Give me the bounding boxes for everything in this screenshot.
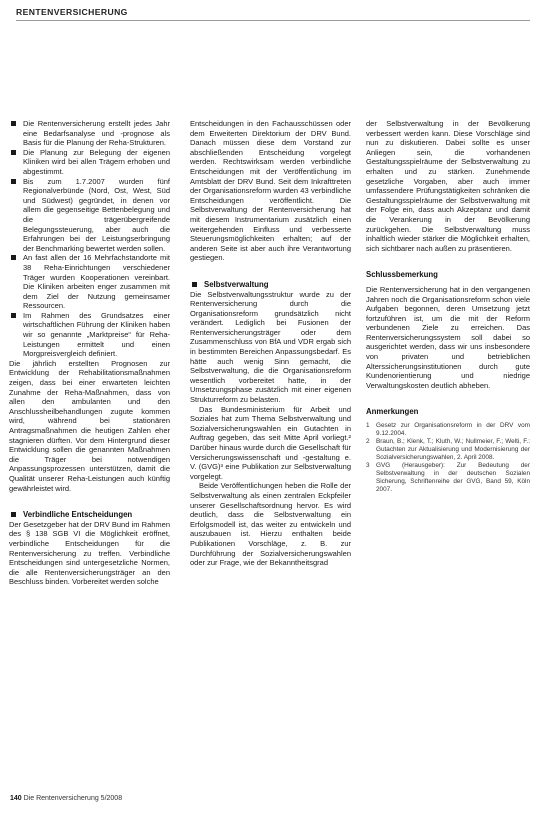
bullet-item: Im Rahmen des Grundsatzes einer wirtschaftlichen Führung der Kliniken haben wir so genannte „Marktpreise“ für Reha-Leistungen ermittelt und einen Morgpreisvergleich definiert.	[9, 311, 170, 359]
footnote-item: 2 Braun, B.; Klenk, T.; Kluth, W.; Nullmeier, F.; Welti, F.: Gutachten zur Aktualisierung und Modernisierung der Sozialversicherungswahlen, 2. April 2008.	[366, 438, 530, 462]
bullet-square-icon	[11, 179, 16, 184]
bullet-square-icon	[11, 121, 16, 126]
bullet-square-icon	[11, 150, 16, 155]
bullet-item: Bis zum 1.7.2007 wurden fünf Regionalverbünde (Nord, Ost, West, Süd und Südwest) gegründet, in denen vor allem die gegenseitige Bettenbelegung und die trägerübergreifende Belegungssteuerung, aber auch die Erfahrungen bei der Leistungserbringung der Benchmarking bewertet werden sollen.	[9, 177, 170, 254]
bullet-square-icon	[11, 313, 16, 318]
closing-heading: Schlussbemerkung	[366, 270, 438, 280]
body-paragraph: Das Bundesministerium für Arbeit und Soziales hat zum Thema Selbstverwaltung und Sozialversicherungswahlen ein Gutachten in Auftrag gegeben, das seit Mitte April vorliegt.² Darüber hinaus wurde durch die Gesellschaft für Versicherungswissenschaft und -gestaltung e. V. (GVG)³ eine Publikation zur Selbstverwaltung vorgelegt.	[190, 404, 351, 481]
footnote-item: 3 GVG (Herausgeber): Zur Bedeutung der Selbstverwaltung in der deutschen Sozialen Sicherung, Schriftenreihe der GVG, Band 59, Köln 2007.	[366, 462, 530, 494]
running-header	[16, 6, 530, 21]
section-heading: Selbstverwaltung	[190, 280, 351, 290]
footnotes-list	[366, 422, 530, 494]
section-heading: Verbindliche Entscheidungen	[9, 510, 170, 520]
body-paragraph: Die Rentenversicherung hat in den vergangenen Jahren noch die Organisationsreform schon viele Aufgaben begonnen, deren Umsetzung jetzt fortzuführen ist, um die mit der Reform verbundenen Ziele zu erreichen. Das Rentenversicherungssystem soll dabei so ausgerichtet werden, dass wir uns insbesondere von privaten und betrieblichen Alterssicherungsinstitutionen durch gute Kundenorientierung und niedrige Verwaltungskosten deutlich abheben.	[366, 284, 530, 390]
heading-square-icon	[192, 282, 197, 287]
footnote-item: 1 Gesetz zur Organisationsreform in der DRV vom 9.12.2004.	[366, 422, 530, 438]
body-paragraph: Die jährlich erstellten Prognosen zur Entwicklung der Rehabilitationsmaßnahmen zeigen, dass bei einer erwarteten leichten Zunahme der Reha-Maßnahmen, dass von allen den ambulanten und den Anschlussheilbehandlungen zugute kommen wird, während bei stationären Antragsmaßnahmen die heutigen Zahlen eher stagnieren dürften. Vor dem Hintergrund dieser Entwicklung sollen die genannten Maßnahmen die Träger bei notwendigen Anpassungsprozessen unterstützen, damit die Qualität unserer Reha-Leistungen auch künftig gewährleistet wird.	[9, 358, 170, 493]
bullet-square-icon	[11, 255, 16, 260]
column-1	[9, 119, 170, 587]
bullet-item: Die Rentenversicherung erstellt jedes Jahr eine Bedarfsanalyse und -prognose als Basis für die Planung der Reha-Strukturen.	[9, 119, 170, 148]
body-paragraph: Die Selbstverwaltungsstruktur wurde zu der Rentenversicherung durch die Organisationsreform grundsätzlich nicht verändert. Lediglich bei Fusionen der Rentenversicherungsträger oder dem Zusammenschluss von BfA und VDR ergab sich in bestimmten Bereichen Anpassungsbedarf. Es hätte auch wenig Sinn gemacht, die Selbstverwaltung, die die Organisationsreform wesentlich vorbereitet hatte, in der Umsetzungsphase zusätzlich mit einer eigenen Strukturreform zu belasten.	[190, 289, 351, 405]
heading-square-icon	[11, 512, 16, 517]
body-paragraph: Entscheidungen in den Fachausschüssen oder dem Erweiterten Direktorium der DRV Bund. Danach müssen diese dem Vorstand zur abschließenden Entscheidung vorgelegt werden. Rechtswirksam werden verbindliche Entscheidungen mit der Veröffentlichung im Amtsblatt der DRV Bund. Seit dem Inkrafttreten der Organisationsreform wurden 43 verbindliche Entscheidungen veröffentlicht. Die Selbstverwaltung der Rentenversicherung hat mit diesem Instrumentarium zusätzlich einen weitergehenden Einfluss und verbesserte Steuerungsmöglichkeiten erhalten; auf der anderen Seite ist aber auch ihre Verantwortung gestiegen.	[190, 119, 351, 263]
body-paragraph: Beide Veröffentlichungen heben die Rolle der Selbstverwaltung als einen zentralen Eckpfeiler unserer Gesellschaftsordnung hervor. Es wird deutlich, dass die Selbstverwaltung ein Erfolgsmodell ist, das weiter zu entwickeln und auszubauen ist. Hierzu enthalten beide Publikationen Vorschläge, z. B. zur Durchführung der Sozialversicherungswahlen oder zur Frage, wie der Bekanntheitsgrad	[190, 481, 351, 568]
body-paragraph: Der Gesetzgeber hat der DRV Bund im Rahmen des § 138 SGB VI die Möglichkeit eröffnet, verbindliche Entscheidungen für die Rentenversicherung zu treffen. Verbindliche Entscheidungen sind untergesetzliche Normen, die alle Rentenversicherungsträger an den Beschluss binden. Vorbereitet werden solche	[9, 519, 170, 587]
running-header-label: RENTENVERSICHERUNG	[16, 7, 128, 17]
page-footer	[10, 795, 122, 802]
bullet-list	[9, 119, 170, 359]
bullet-item: An fast allen der 16 Mehrfachstandorte mit 38 Reha-Einrichtungen verschiedener Träger wurden Kooperationen vereinbart. Die Kliniken arbeiten enger zusammen mit dem Ziel der Nutzung gemeinsamer Ressourcen.	[9, 253, 170, 311]
column-2	[190, 119, 351, 568]
body-paragraph: der Selbstverwaltung in der Bevölkerung verbessert werden kann. Diese Vorschläge sind nun zu diskutieren. Dabei sollte es unser Anliegen sein, die vorhandenen Gestaltungsspielräume der Selbstverwaltung zu erhalten und zu stärken. Zunehmende gesetzliche Vorgaben, aber auch immer umfassendere Prüfungstätigkeiten schränken die Gestaltungsspielräume der Selbstverwaltung mit der Folge ein, dass auch Akzeptanz und damit die Verankerung in der Bevölkerung zurückgehen. Die Selbstverwaltung muss inhaltlich wieder stärker die Möglichkeit erhalten, sich sichtbarer nach außen zu präsentieren.	[366, 119, 530, 253]
notes-heading: Anmerkungen	[366, 407, 419, 417]
column-3	[366, 119, 530, 494]
bullet-item: Die Planung zur Belegung der eigenen Kliniken wird bei allen Trägern erhoben und abgestimmt.	[9, 148, 170, 177]
page-number: 140	[10, 795, 22, 802]
publication-name: Die Rentenversicherung 5/2008	[23, 795, 123, 802]
